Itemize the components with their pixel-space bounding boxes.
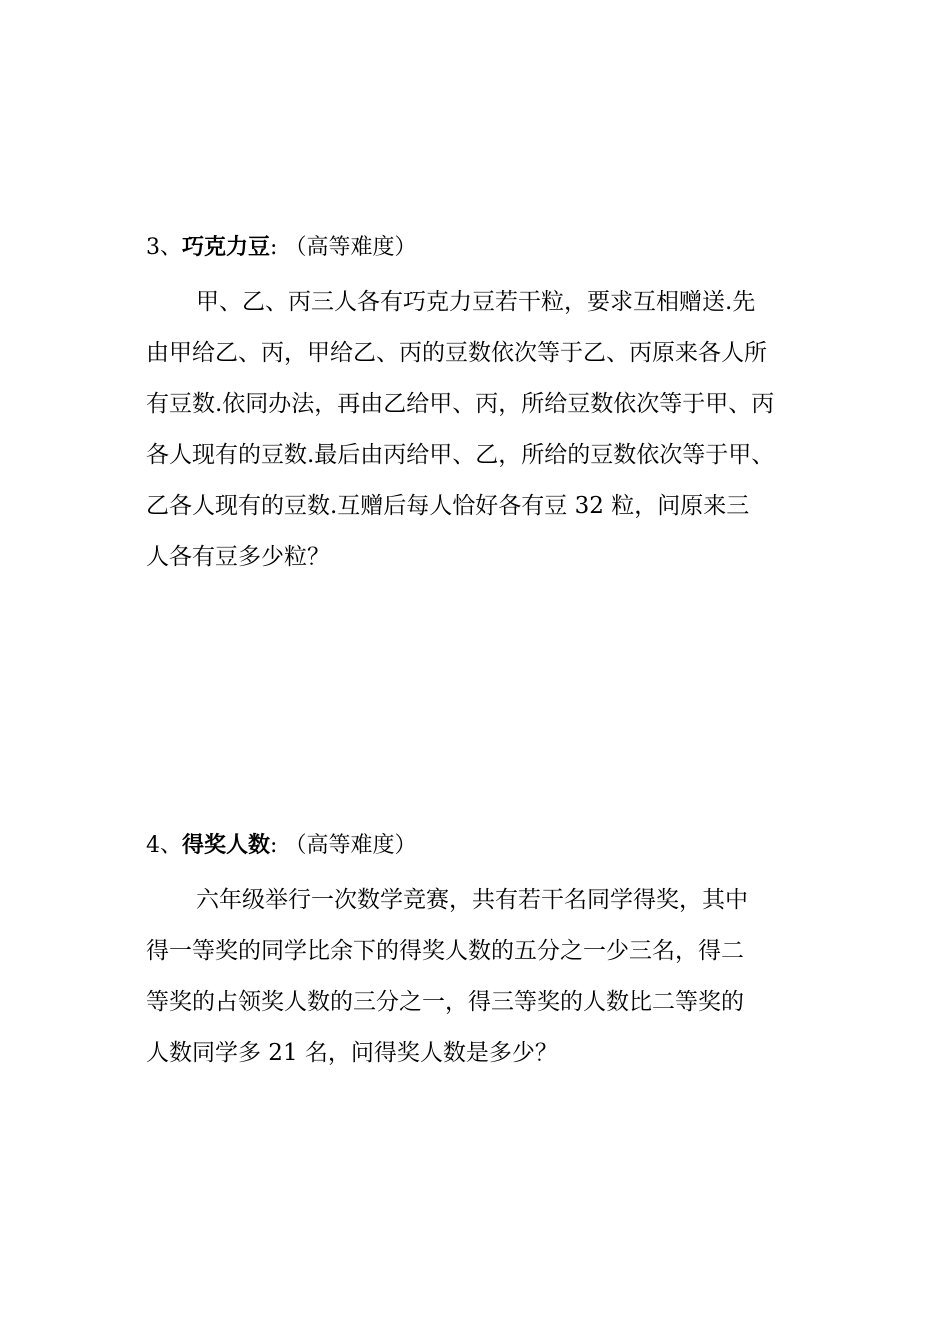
text-line: 乙各人现有的豆数.互赠后每人恰好各有豆 32 粒，问原来三: [146, 493, 750, 519]
text-line: 得一等奖的同学比余下的得奖人数的五分之一少三名，得二: [146, 938, 744, 964]
text-line: 人数同学多 21 名，问得奖人数是多少？: [146, 1040, 558, 1066]
problem-4-body: [146, 875, 826, 1079]
problem-3-body: [146, 277, 826, 583]
difficulty-label: （高等难度）: [284, 235, 417, 260]
text-line: 由甲给乙、丙，甲给乙、丙的豆数依次等于乙、丙原来各人所: [146, 340, 767, 366]
text-line: 等奖的占领奖人数的三分之一，得三等奖的人数比二等奖的: [146, 989, 744, 1015]
problem-4-heading: [146, 830, 826, 860]
text-line: 甲、乙、丙三人各有巧克力豆若干粒，要求互相赠送.先: [196, 289, 756, 315]
text-line: 各人现有的豆数.最后由丙给甲、乙，所给的豆数依次等于甲、: [146, 442, 775, 468]
problem-number: 4、: [146, 833, 182, 858]
difficulty-label: （高等难度）: [284, 833, 417, 858]
problem-4: [146, 830, 826, 1079]
heading-colon: :: [270, 833, 278, 858]
problem-title: 得奖人数: [182, 832, 271, 858]
text-line: 人各有豆多少粒？: [146, 544, 330, 570]
heading-colon: :: [270, 235, 278, 260]
text-line: 有豆数.依同办法，再由乙给甲、丙，所给豆数依次等于甲、丙: [146, 391, 775, 417]
text-line: 六年级举行一次数学竞赛，共有若干名同学得奖，其中: [196, 887, 748, 913]
problem-3-heading: [146, 232, 826, 262]
problem-number: 3、: [146, 235, 182, 260]
problem-3: [146, 232, 826, 583]
problem-title: 巧克力豆: [182, 234, 271, 260]
